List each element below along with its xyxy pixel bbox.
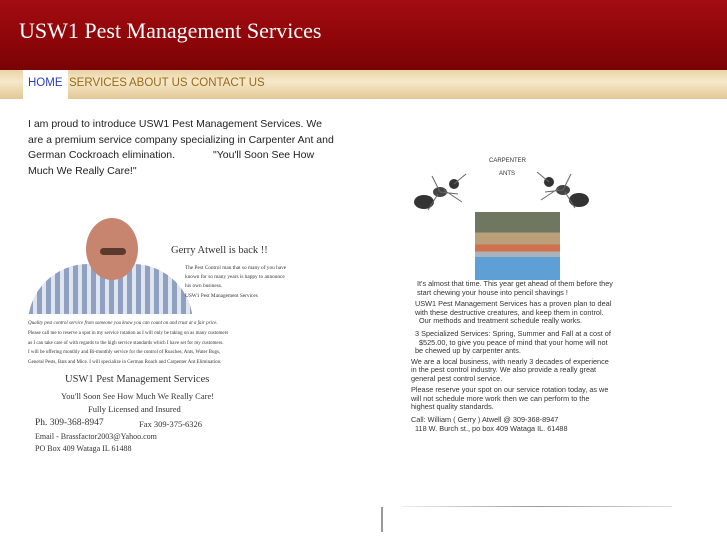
flyer-line: with these destructive creatures, and keep them in control. — [415, 308, 604, 317]
flyer-line: start chewing your house into pencil shavings ! — [417, 288, 568, 297]
flyer-line: $525.00, to give you peace of mind that your home will not — [419, 338, 608, 347]
ant-icon — [410, 172, 470, 212]
flyer-line: 118 W. Burch st., po box 409 Wataga IL. 61488 — [415, 424, 568, 433]
flyer-body-line: as I can take care of with regards to the high service standards which I have set for my customers. — [28, 341, 224, 346]
flyer-image-carpenter-ants — [405, 152, 695, 442]
flyer-body-line: Quality pest control service from someone you know you can count on and trust at a fair price. — [28, 321, 218, 326]
flyer-body-line: Please call me to reserve a spot in my service rotation as I will only be taking on as many customers — [28, 331, 229, 336]
flyer-blurb-line: known for so many years is happy to announce — [185, 274, 285, 280]
flyer-line: in the pest control industry. We also provide a really great — [411, 365, 597, 374]
flyer-body-line: General Pests, Bats and Mice. I will specialize in German Roach and Carpenter Ant Elimination. — [28, 360, 222, 365]
main-nav — [0, 70, 727, 99]
nav-about-us[interactable]: ABOUT US — [129, 77, 188, 89]
flyer-line: be chewed up by carpenter ants. — [415, 346, 521, 355]
flyer-line: general pest control service. — [411, 374, 503, 383]
divider — [402, 506, 672, 507]
flyer-line: It's almost that time. This year get ahead of them before they — [417, 279, 613, 288]
flyer-line: Call: William ( Gerry ) Atwell @ 309-368-8947 — [411, 415, 559, 424]
flyer-email: Email - Brassfactor2003@Yahoo.com — [35, 432, 157, 441]
ant-icon — [533, 170, 593, 210]
flyer-blurb-line: his own business. — [185, 283, 223, 289]
flyer-line: 3 Specialized Services: Spring, Summer and Fall at a cost of — [415, 329, 611, 338]
house-photo — [475, 212, 560, 280]
flyer-headline: Gerry Atwell is back !! — [171, 245, 268, 256]
flyer-line: will not schedule more work then we can perform to the — [411, 394, 590, 403]
flyer-company: USW1 Pest Management Services — [65, 374, 210, 385]
flyer-line: Our methods and treatment schedule really works. — [419, 316, 583, 325]
flyer-title: CARPENTER — [489, 158, 527, 164]
flyer-blurb-line: The Pest Control man that so many of you have — [185, 265, 287, 271]
nav-services[interactable]: SERVICES — [69, 77, 127, 89]
intro-paragraph: I am proud to introduce USW1 Pest Management Services. We are a premium service company specializing in Carpenter Ant and German Cockroach elimination. "You'll Soon See How Much We Really Care!" — [28, 118, 337, 177]
flyer-image-gerry — [28, 214, 333, 474]
flyer-title: ANTS — [499, 171, 516, 177]
flyer-licensed: Fully Licensed and Insured — [88, 404, 181, 414]
site-title: USW1 Pest Management Services — [19, 18, 322, 43]
flyer-body-line: I will be offering monthly and Bi-monthly service for the control of Roaches, Ants, Water Bugs, — [28, 350, 221, 355]
site-header — [0, 0, 727, 70]
flyer-phone: Ph. 309-368-8947 — [35, 418, 104, 428]
nav-home[interactable]: HOME — [23, 70, 68, 99]
flyer-line: highest quality standards. — [411, 402, 494, 411]
portrait-photo — [28, 214, 193, 314]
divider — [381, 507, 383, 532]
flyer-line: We are a local business, with nearly 3 decades of experience — [411, 357, 609, 366]
flyer-blurb-line: USW1 Pest Management Services — [185, 293, 258, 299]
flyer-line: USW1 Pest Management Services has a proven plan to deal — [415, 299, 612, 308]
nav-contact-us[interactable]: CONTACT US — [191, 77, 265, 89]
flyer-address: PO Box 409 Wataga IL 61488 — [35, 444, 132, 453]
flyer-line: Please reserve your spot on our service rotation today, as we — [411, 385, 609, 394]
flyer-fax: Fax 309-375-6326 — [139, 419, 203, 429]
flyer-slogan: You'll Soon See How Much We Really Care! — [61, 391, 215, 401]
